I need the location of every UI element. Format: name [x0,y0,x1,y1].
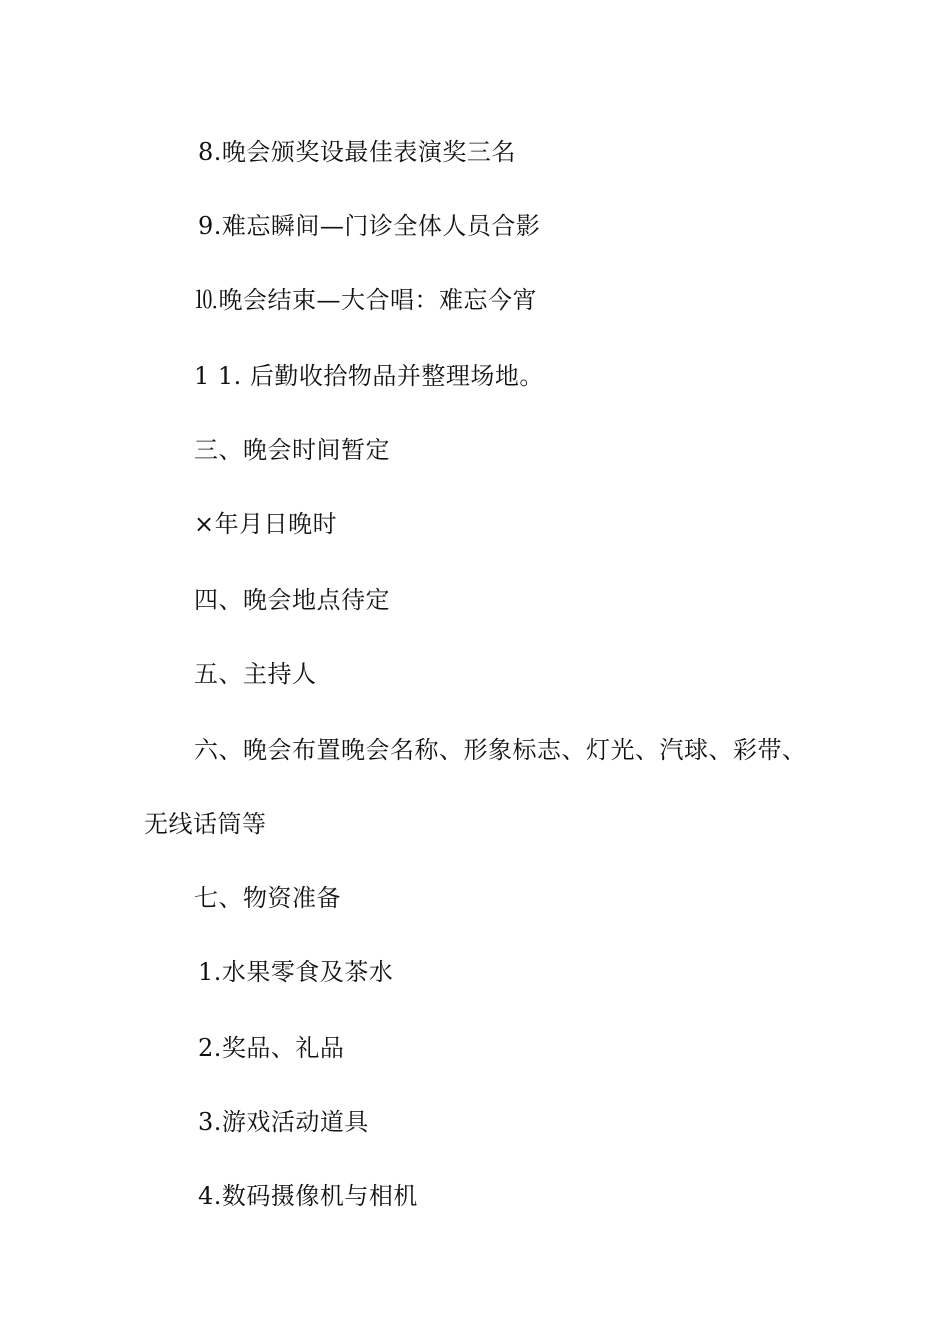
section-heading-location: 四、晚会地点待定 [194,586,390,614]
list-item-closing-chorus: ⒑晚会结束—大合唱：难忘今宵 [194,286,537,314]
supply-item-props: 3.游戏活动道具 [198,1108,369,1136]
section-heading-time: 三、晚会时间暂定 [194,436,390,464]
section-heading-decoration: 六、晚会布置晚会名称、形象标志、灯光、汽球、彩带、 [194,736,807,764]
time-detail: ×年月日晚时 [194,510,338,538]
supply-item-prizes: 2.奖品、礼品 [198,1034,345,1062]
list-item-cleanup: 1 1. 后勤收拾物品并整理场地。 [194,362,544,390]
list-item-group-photo: 9.难忘瞬间—门诊全体人员合影 [198,212,541,240]
decoration-continued: 无线话筒等 [144,810,267,838]
list-item-award: 8.晚会颁奖设最佳表演奖三名 [198,138,516,166]
supply-item-snacks: 1.水果零食及茶水 [198,958,394,986]
supply-item-cameras: 4.数码摄像机与相机 [198,1182,418,1210]
section-heading-host: 五、主持人 [194,660,317,688]
section-heading-supplies: 七、物资准备 [194,884,341,912]
